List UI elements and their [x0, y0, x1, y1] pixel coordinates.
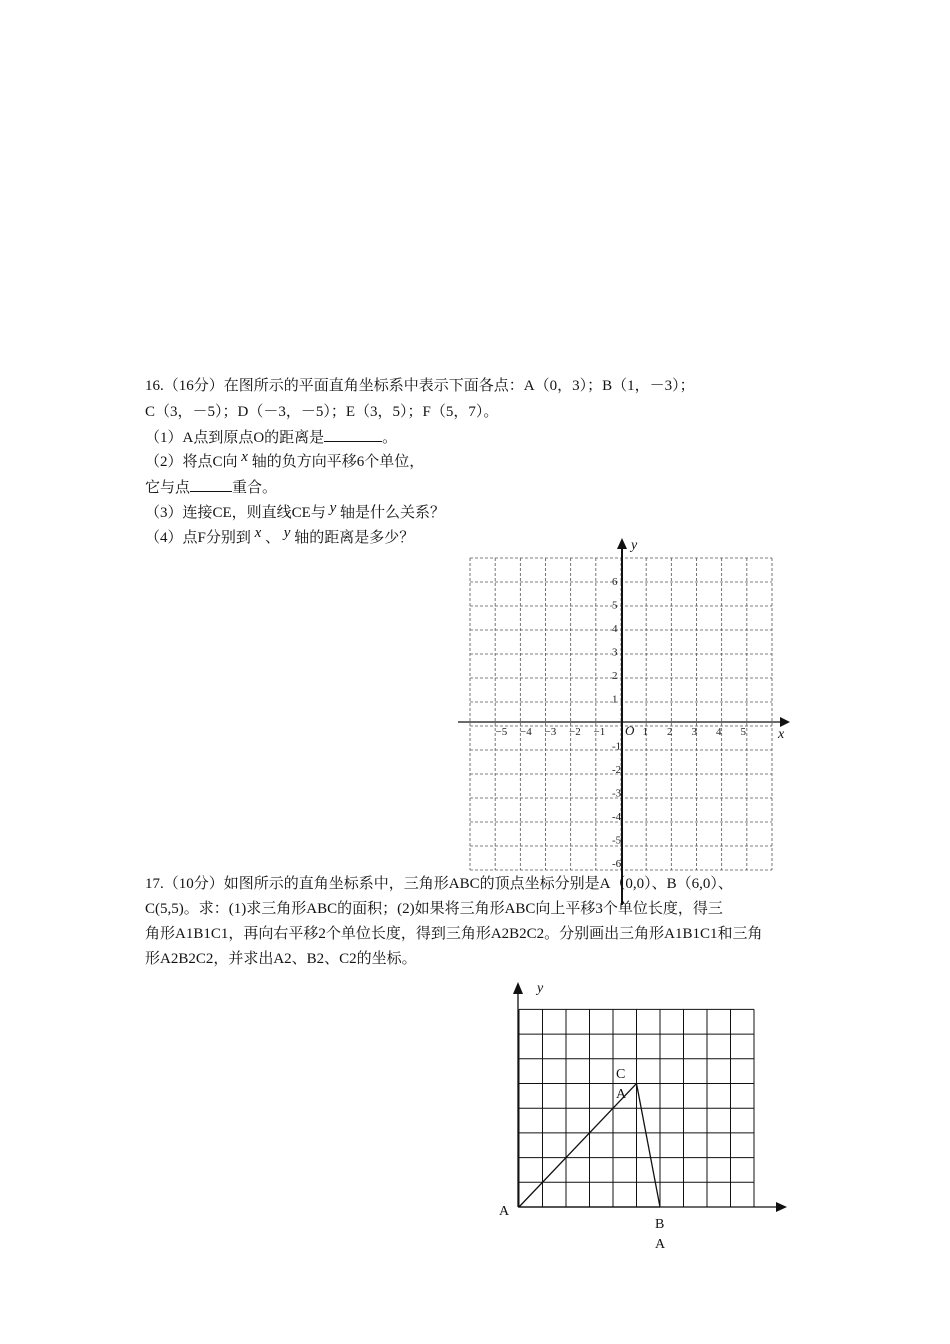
y-axis-label: y [631, 538, 638, 553]
axis-x-symbol: x [241, 449, 248, 465]
q16-part3-a: （3）连接CE，则直线CE与 [145, 505, 326, 521]
axis-y-symbol: y [283, 525, 291, 541]
axis-y-symbol: y [329, 500, 337, 516]
q16-line1: 16.（16分）在图所示的平面直角坐标系中表示下面各点：A（0，3）；B（1，－3）； [145, 378, 695, 394]
x-tick-label: −1 [593, 726, 606, 738]
origin-label: O [625, 723, 635, 738]
q17-line3: 角形A1B1C1，再向右平移2个单位长度，得到三角形A2B2C2。分别画出三角形A1B1C1和三角 [145, 926, 763, 942]
q16-part2-a: （2）将点C向 [145, 454, 238, 470]
y-tick-label: 2 [612, 670, 618, 682]
grid-lines [519, 1009, 754, 1207]
vertex-b-sublabel: A [655, 1237, 666, 1252]
q16-part2-b: 轴的负方向平移6个单位， [251, 454, 425, 470]
q16-line2: C（3，－5）；D（－3，－5）；E（3，5）；F（5，7）。 [145, 404, 499, 420]
x-tick-label: −2 [569, 726, 581, 738]
q16-part1-text: （1）A点到原点O的距离是 [145, 430, 325, 446]
vertex-c-sublabel: A [616, 1087, 627, 1102]
y-tick-label: -2 [612, 764, 622, 776]
q16-part2-d: 重合。 [232, 480, 278, 496]
x-tick-label: 1 [642, 726, 648, 738]
q17-line4: 形A2B2C2，并求出A2、B2、C2的坐标。 [145, 951, 417, 967]
q16-part4-b: 轴的距离是多少？ [294, 530, 415, 546]
y-tick-label: -6 [612, 858, 622, 870]
y-tick-label: 4 [612, 623, 618, 635]
vertex-b-label: B [655, 1217, 665, 1232]
q16-part1-end: 。 [382, 430, 398, 446]
y-tick-label: -4 [612, 811, 622, 823]
x-axis-label: x [778, 727, 785, 742]
vertex-a-label: A [499, 1204, 510, 1219]
y-axis-label: y [537, 981, 544, 996]
vertex-c-label: C [616, 1067, 626, 1082]
x-tick-label: 4 [716, 726, 722, 738]
y-tick-label: -5 [612, 834, 622, 847]
y-axis [513, 982, 523, 1207]
y-tick-label: 1 [612, 693, 618, 706]
q16-part4-sep: 、 [265, 530, 281, 546]
x-tick-label: 2 [667, 726, 673, 738]
q17-line1: 17.（10分）如图所示的直角坐标系中，三角形ABC的顶点坐标分别是A（0,0）、B（6,0）、 [145, 876, 733, 892]
x-tick-label: −3 [544, 726, 557, 738]
x-tick-label: 3 [691, 726, 697, 738]
side-cb [637, 1084, 661, 1208]
y-tick-label: 6 [612, 576, 618, 588]
x-tick-label: −4 [520, 726, 532, 738]
y-tick-label: 3 [612, 646, 618, 659]
side-ac [519, 1084, 637, 1208]
axis-x-symbol: x [254, 525, 262, 541]
q16-part4-a: （4）点F分别到 [145, 530, 251, 546]
y-tick-label: -1 [612, 740, 622, 753]
y-tick-label: 5 [612, 599, 618, 612]
y-tick-label: -3 [612, 787, 622, 800]
q16-part2-c: 它与点 [145, 480, 191, 496]
q17-line2: C(5,5)。求：(1)求三角形ABC的面积；(2)如果将三角形ABC向上平移3个单位长度，得三 [145, 901, 723, 917]
x-tick-label: 5 [740, 726, 746, 738]
q16-part3-b: 轴是什么关系？ [340, 505, 446, 521]
x-tick-label: −5 [495, 726, 508, 738]
